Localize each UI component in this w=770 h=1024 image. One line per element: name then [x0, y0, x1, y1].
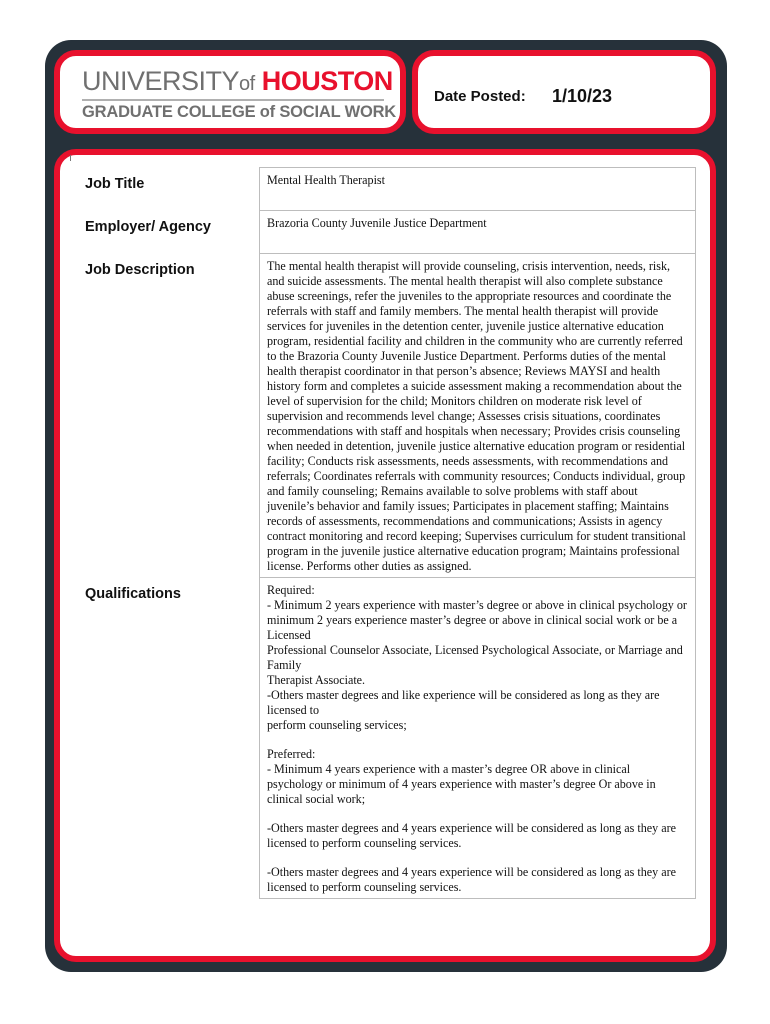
qualifications-other-1: -Others master degrees and 4 years experience will be considered as long as they are licensed to perform counseling services. [267, 821, 677, 850]
divider-mark [70, 155, 71, 161]
qualifications-preferred: Preferred: - Minimum 4 years experience with a master’s degree OR above in clinical psychology or minimum of 4 years experience with master’s degree Or above in clinical social work; [267, 747, 656, 806]
paragraph-spacer [267, 733, 687, 747]
table-row [82, 254, 696, 578]
date-posted-panel [412, 50, 716, 134]
job-description-label: Job Description [85, 261, 195, 278]
job-title-label: Job Title [85, 175, 145, 192]
logo-divider [82, 99, 384, 101]
paragraph-spacer [267, 851, 687, 865]
qualifications-value [260, 578, 696, 899]
university-logo-panel [54, 50, 406, 134]
date-posted-label: Date Posted: [434, 88, 526, 105]
job-title-value: Mental Health Therapist [260, 168, 696, 211]
table-row [82, 168, 696, 211]
table-row [82, 578, 696, 899]
logo-houston-text: HOUSTON [261, 66, 393, 96]
employer-label: Employer/ Agency [85, 218, 211, 235]
table-row [82, 211, 696, 254]
job-details-table [82, 167, 696, 899]
job-details-panel [54, 149, 716, 962]
qualifications-label: Qualifications [85, 585, 181, 602]
logo-university-text: UNIVERSITY [82, 66, 240, 96]
job-description-value: The mental health therapist will provide counseling, crisis intervention, needs, risk, and suicide assessments. The mental health therapist will also complete substance abuse screenings, refer the juveniles to the appropriate resources and coordinate the referrals with staff and family members. The mental health therapist will provide services for juveniles in the detention center, juvenile justice alternative education program, residential facility and children in the community who are currently referred to the Brazoria County Juvenile Justice Department. Performs duties of the mental health therapist coordinator in that person’s absence; Reviews MAYSI and health history form and completes a suicide assessment making a recommendation about the level of supervision for the child; Monitors children on moderate risk level of supervision and recommends level change; Assesses crisis situations, coordinates recommendations with staff and hospitals when necessary; Provides crisis counseling when needed in detention, juvenile justice alternative education program or residential facility; Conducts risk assessments, needs assessments, with recommendations and referrals; Coordinates referrals with community resources; Conducts individual, group and family counseling; Remains available to solve problems with staff about juvenile’s behavior and family issues; Participates in placement staffing; Maintains records of assessments, recommendations and communications; Assists in agency contract monitoring and record keeping; Supervises curriculum for student transitional program in the juvenile justice alternative education program; Maintains professional license. Performs other duties as assigned. [260, 254, 696, 578]
logo-college-name: GRADUATE COLLEGE of SOCIAL WORK [82, 103, 397, 121]
employer-value: Brazoria County Juvenile Justice Department [260, 211, 696, 254]
logo-of-text: of [239, 73, 255, 95]
paragraph-spacer [267, 807, 687, 821]
qualifications-required: Required: - Minimum 2 years experience with master’s degree or above in clinical psychology or minimum 2 years experience master’s degree or above in clinical social work or be a Licensed Professional Counselor Associate, Licensed Psychological Associate, or Marriage and Family Therapist Associate. -Others master degrees and like experience will be considered as long as they are licensed to perform counseling services; [267, 583, 687, 732]
qualifications-other-2: -Others master degrees and 4 years experience will be considered as long as they are licensed to perform counseling services. [267, 865, 677, 894]
date-posted-value: 1/10/23 [552, 86, 613, 106]
university-logo [82, 66, 393, 97]
